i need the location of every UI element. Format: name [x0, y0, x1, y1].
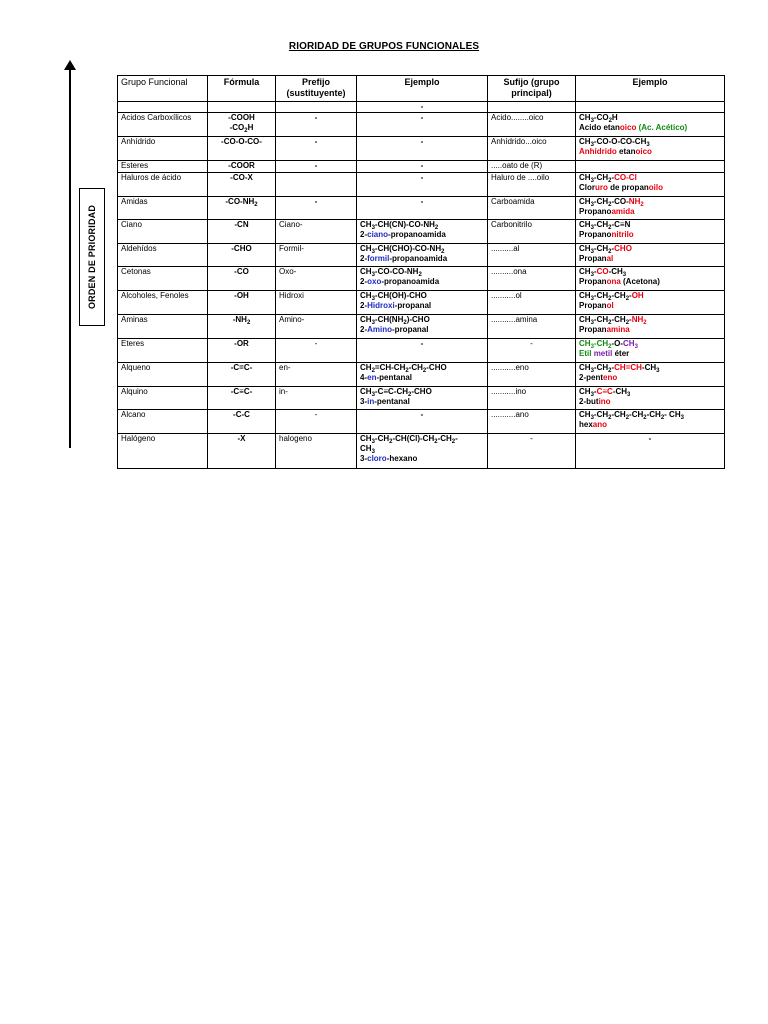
grupo-cell: Amidas — [118, 197, 208, 220]
grupo-cell: Eteres — [118, 339, 208, 363]
ejemplo-sufijo-cell: $CH_3-CH_2-C\equiv N$ Propanonitrilo — [576, 220, 725, 244]
sufijo-cell: ...........ino — [488, 387, 576, 410]
formula-cell: -CHO — [208, 244, 276, 267]
table-row — [118, 387, 725, 410]
ejemplo-sufijo-cell: $CH_3-CH_2-CO-Cl$ Cloruro de propanoilo — [576, 173, 725, 197]
formula-cell: -X — [208, 434, 276, 469]
table-row — [118, 220, 725, 244]
ejemplo-sufijo-cell — [576, 161, 725, 173]
prefijo-cell: - — [276, 410, 357, 434]
prefijo-cell — [276, 173, 357, 197]
page-title: RIORIDAD DE GRUPOS FUNCIONALES — [288, 41, 480, 52]
prefijo-cell: Hidroxi — [276, 291, 357, 315]
formula-cell: $-NH_2$ — [208, 315, 276, 339]
ejemplo-prefijo-cell: $CH_3-CH(CN)-CO-NH_2$ 2-ciano-propanoamida — [357, 220, 488, 244]
prefijo-cell: Ciano- — [276, 220, 357, 244]
prefijo-cell: - — [276, 113, 357, 137]
sufijo-cell: ...........ol — [488, 291, 576, 315]
formula-cell: -OH — [208, 291, 276, 315]
formula-cell: -COOR — [208, 161, 276, 173]
grupo-cell: Acidos Carboxílicos — [118, 113, 208, 137]
ejemplo-sufijo-cell: $CH_3-CH_2-CO-NH_2$ Propanoamida — [576, 197, 725, 220]
ejemplo-sufijo-cell: $CH_3-CO-CH_3$ Propanona (Acetona) — [576, 267, 725, 291]
ejemplo-sufijo-cell: $CH_3-C\equiv C-CH_3$ 2-butino — [576, 387, 725, 410]
header-prefijo: Prefijo (sustituyente) — [276, 76, 357, 102]
formula-cell: -C-C — [208, 410, 276, 434]
sufijo-cell: - — [488, 339, 576, 363]
table-row — [118, 434, 725, 469]
table-row — [118, 339, 725, 363]
grupo-cell: Alcano — [118, 410, 208, 434]
priority-arrow — [69, 68, 71, 448]
table-row — [118, 315, 725, 339]
ejemplo-prefijo-cell: $CH_3-CH_2-CH(Cl)-CH_2-CH_2-$ $CH_3$ 3-cloro-hexano — [357, 434, 488, 469]
table-row — [118, 244, 725, 267]
ejemplo-sufijo-cell: $CH_3-CH_2$-CHO Propanal — [576, 244, 725, 267]
grupo-cell: Esteres — [118, 161, 208, 173]
ejemplo-sufijo-cell: $CH_3-CH_2-CH_2-CH_2-CH_2-$ $CH_3$ hexano — [576, 410, 725, 434]
ejemplo-sufijo-cell: - — [576, 434, 725, 469]
header-sufijo: Sufijo (grupo principal) — [488, 76, 576, 102]
grupo-cell: Aldehídos — [118, 244, 208, 267]
header-grupo: Grupo Funcional — [118, 76, 208, 102]
ejemplo-prefijo-cell: $CH_3-CH(CHO)-CO-NH_2$ 2-formil-propanoamida — [357, 244, 488, 267]
ejemplo-sufijo-cell: $CH_3-CH_2-O-CH_3$ Etil metil éter — [576, 339, 725, 363]
ejemplo-sufijo-cell: $CH_3-CH_2-CH_2-NH_2$ Propanamina — [576, 315, 725, 339]
ejemplo-prefijo-cell: $CH_3-CO-CO-NH_2$ 2-oxo-propanoamida — [357, 267, 488, 291]
prefijo-cell: Oxo- — [276, 267, 357, 291]
blank-row-dash: - — [357, 102, 488, 113]
prefijo-cell: Formil- — [276, 244, 357, 267]
grupo-cell: Aminas — [118, 315, 208, 339]
formula-cell: -CO-X — [208, 173, 276, 197]
ejemplo-prefijo-cell: - — [357, 161, 488, 173]
table-row — [118, 410, 725, 434]
ejemplo-prefijo-cell: $CH_3-CH(NH_2)$-CHO 2-Amino-propanal — [357, 315, 488, 339]
sufijo-cell: Acido........oico — [488, 113, 576, 137]
ejemplo-prefijo-cell: - — [357, 197, 488, 220]
table-row — [118, 197, 725, 220]
sufijo-cell: ..........ona — [488, 267, 576, 291]
grupo-cell: Anhídrido — [118, 137, 208, 161]
sufijo-cell: Haluro de ....oilo — [488, 173, 576, 197]
ejemplo-sufijo-cell: $CH_3-CH_2-CH_2-OH$ Propanol — [576, 291, 725, 315]
prefijo-cell: in- — [276, 387, 357, 410]
sufijo-cell: - — [488, 434, 576, 469]
formula-cell: -C=C- — [208, 363, 276, 387]
sufijo-cell: ...........amina — [488, 315, 576, 339]
header-ejemplo-sufijo: Ejemplo — [576, 76, 725, 102]
prefijo-cell: - — [276, 197, 357, 220]
ejemplo-prefijo-cell: $CH_3-CH(OH)$-CHO 2-Hidroxi-propanal — [357, 291, 488, 315]
grupo-cell: Cetonas — [118, 267, 208, 291]
ejemplo-prefijo-cell: - — [357, 339, 488, 363]
formula-cell: -CN — [208, 220, 276, 244]
table-row — [118, 161, 725, 173]
prefijo-cell: en- — [276, 363, 357, 387]
priority-label-box — [79, 188, 105, 326]
sufijo-cell: ...........ano — [488, 410, 576, 434]
header-ejemplo-prefijo: Ejemplo — [357, 76, 488, 102]
formula-cell: -CO — [208, 267, 276, 291]
sufijo-cell: .....oato de (R) — [488, 161, 576, 173]
ejemplo-prefijo-cell: - — [357, 137, 488, 161]
prefijo-cell: Amino- — [276, 315, 357, 339]
ejemplo-sufijo-cell: $CH_3-CO-O-CO-CH_3$ Anhídrido etanoico — [576, 137, 725, 161]
header-formula: Fórmula — [208, 76, 276, 102]
table-row — [118, 291, 725, 315]
table-row — [118, 363, 725, 387]
formula-cell: -CO-O-CO- — [208, 137, 276, 161]
ejemplo-prefijo-cell: $CH_2=CH-CH_2-CH_2$-CHO 4-en-pentanal — [357, 363, 488, 387]
table-row — [118, 173, 725, 197]
prefijo-cell: halogeno — [276, 434, 357, 469]
grupo-cell: Alcoholes, Fenoles — [118, 291, 208, 315]
functional-groups-table — [117, 75, 725, 469]
formula-cell: -OR — [208, 339, 276, 363]
formula-cell: -COOH $-CO_2H$ — [208, 113, 276, 137]
table-row — [118, 102, 725, 113]
sufijo-cell: ...........eno — [488, 363, 576, 387]
prefijo-cell: - — [276, 161, 357, 173]
formula-cell: -C≡C- — [208, 387, 276, 410]
grupo-cell: Alquino — [118, 387, 208, 410]
grupo-cell: Haluros de ácido — [118, 173, 208, 197]
ejemplo-prefijo-cell: $CH_3-C\equiv C-CH_2$-CHO 3-in-pentanal — [357, 387, 488, 410]
sufijo-cell: Carbonitrilo — [488, 220, 576, 244]
table-row — [118, 137, 725, 161]
ejemplo-prefijo-cell: - — [357, 410, 488, 434]
ejemplo-sufijo-cell: $CH_3-CH_2-CH=CH-CH_3$ 2-penteno — [576, 363, 725, 387]
ejemplo-prefijo-cell: - — [357, 113, 488, 137]
table-row — [118, 267, 725, 291]
sufijo-cell: ..........al — [488, 244, 576, 267]
grupo-cell: Alqueno — [118, 363, 208, 387]
grupo-cell: Ciano — [118, 220, 208, 244]
formula-cell: $-CO-NH_2$ — [208, 197, 276, 220]
ejemplo-sufijo-cell: $CH_3-CO_2H$ Acido etanoico (Ac. Acético) — [576, 113, 725, 137]
priority-label: ORDEN DE PRIORIDAD — [87, 204, 97, 310]
prefijo-cell: - — [276, 339, 357, 363]
prefijo-cell: - — [276, 137, 357, 161]
grupo-cell: Halógeno — [118, 434, 208, 469]
ejemplo-prefijo-cell: - — [357, 173, 488, 197]
sufijo-cell: Anhídrido...oico — [488, 137, 576, 161]
table-row — [118, 113, 725, 137]
header-row — [118, 76, 725, 102]
sufijo-cell: Carboamida — [488, 197, 576, 220]
